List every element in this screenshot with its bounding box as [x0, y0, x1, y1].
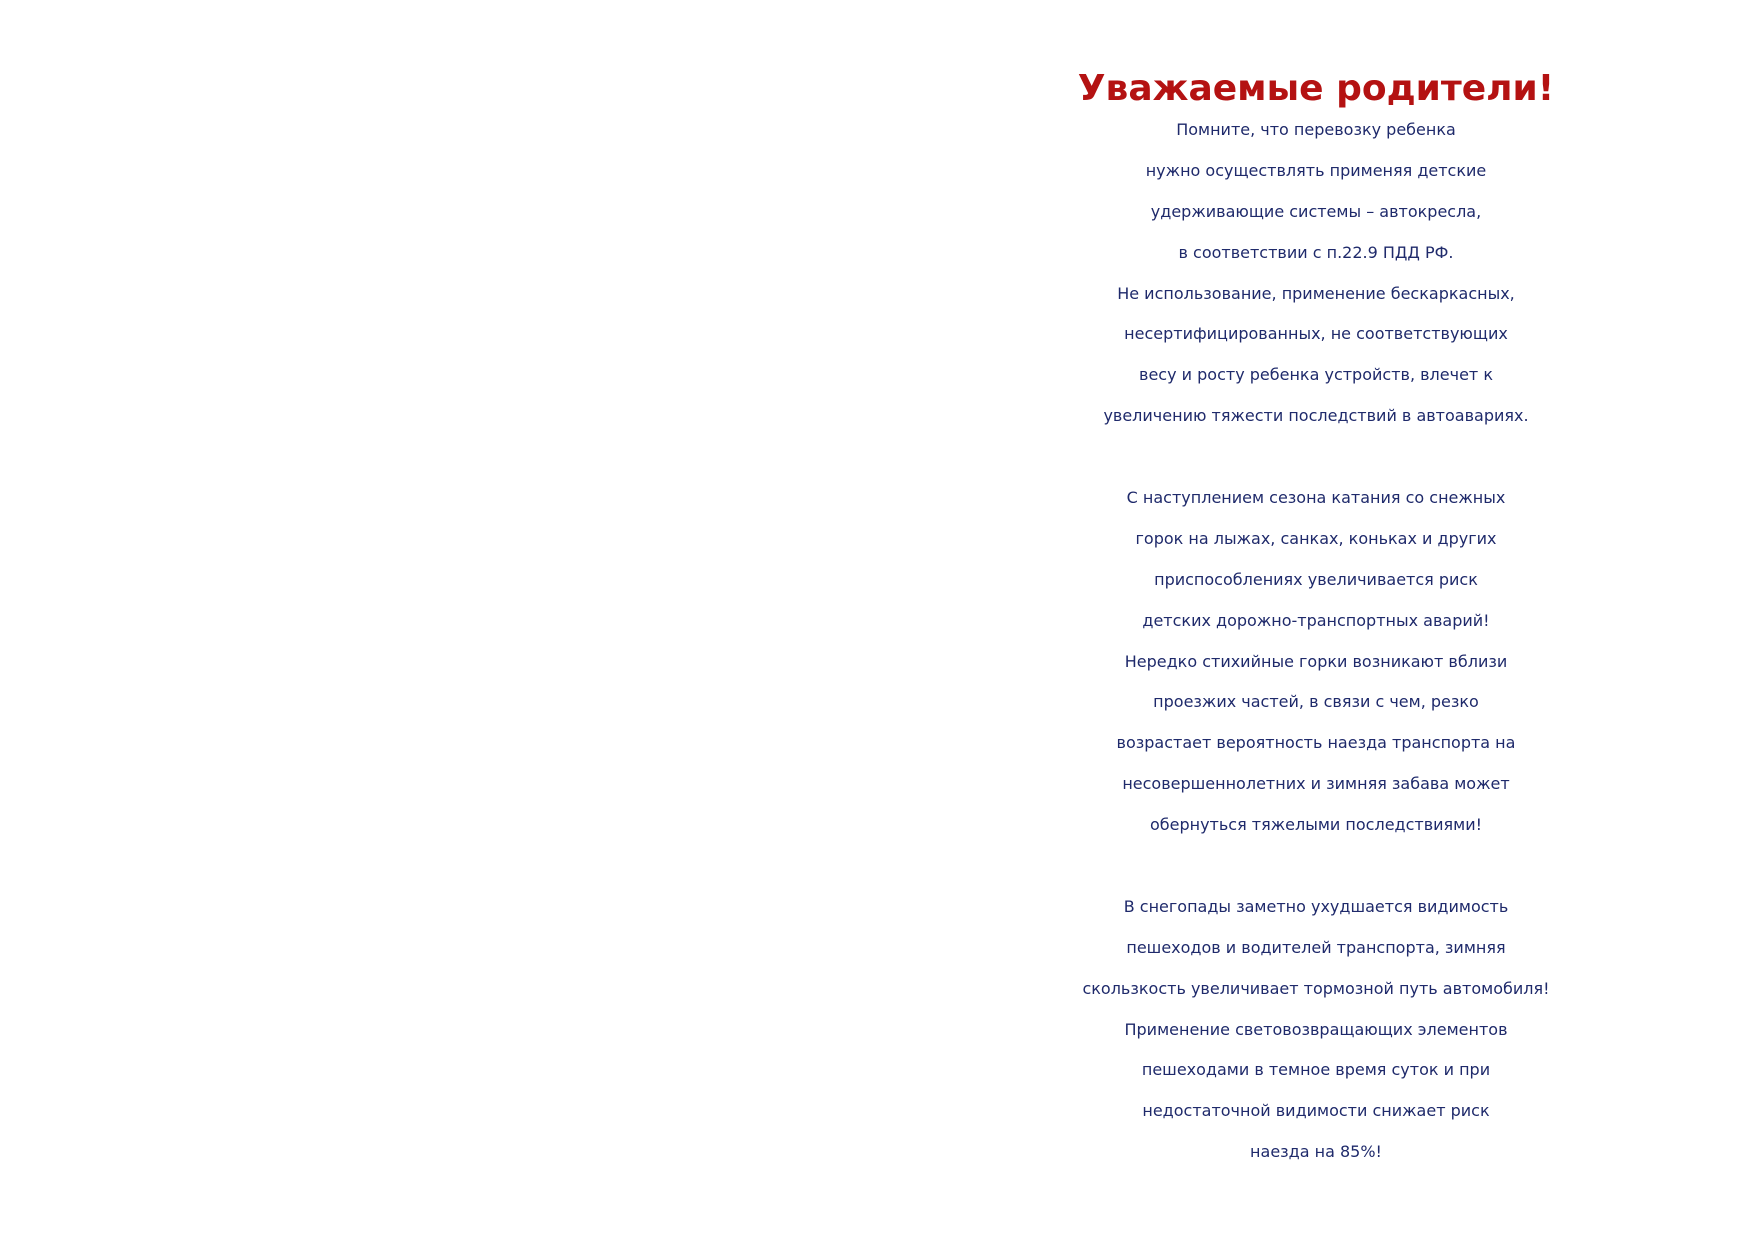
text-line: недостаточной видимости снижает риск	[1142, 1101, 1490, 1121]
text-line: скользкость увеличивает тормозной путь автомобиля!	[1082, 978, 1550, 998]
text-line: несертифицированных, не соответствующих	[1124, 324, 1508, 344]
text-line: в соответствии с п.22.9 ПДД РФ.	[1178, 242, 1454, 262]
paragraph-gap	[877, 846, 1755, 887]
notice-content	[877, 66, 1755, 1173]
text-line: Нередко стихийные горки возникают вблизи	[1124, 651, 1508, 671]
text-line: несовершеннолетних и зимняя забава может	[1122, 774, 1510, 794]
paragraph-visibility	[877, 887, 1755, 1173]
text-line: горок на лыжах, санках, коньках и других	[1135, 528, 1497, 548]
text-line: пешеходами в темное время суток и при	[1141, 1060, 1491, 1080]
left-page-blank	[0, 0, 877, 1241]
text-line: увеличению тяжести последствий в автоавариях.	[1103, 406, 1529, 426]
text-line: Применение световозвращающих элементов	[1124, 1019, 1508, 1039]
page-title: Уважаемые родители!	[1077, 68, 1555, 109]
text-line: приспособлениях увеличивается риск	[1154, 569, 1478, 589]
right-page	[877, 0, 1755, 1241]
text-line: детских дорожно-транспортных аварий!	[1142, 610, 1490, 630]
text-line: Не использование, применение бескаркасных,	[1117, 283, 1515, 303]
paragraph-gap	[877, 437, 1755, 478]
paragraph-snow-hills	[877, 478, 1755, 846]
text-line: возрастает вероятность наезда транспорта на	[1116, 733, 1516, 753]
text-line: нужно осуществлять применяя детские	[1145, 160, 1487, 180]
text-line: проезжих частей, в связи с чем, резко	[1153, 692, 1479, 712]
text-line: обернуться тяжелыми последствиями!	[1149, 815, 1483, 835]
text-line: С наступлением сезона катания со снежных	[1126, 488, 1506, 508]
paragraph-car-seats	[877, 110, 1755, 437]
text-line: Помните, что перевозку ребенка	[1176, 120, 1456, 139]
text-line: весу и росту ребенка устройств, влечет к	[1139, 365, 1493, 385]
text-line: пешеходов и водителей транспорта, зимняя	[1126, 937, 1506, 957]
text-line: В снегопады заметно ухудшается видимость	[1123, 896, 1509, 916]
text-line: удерживающие системы – автокресла,	[1150, 201, 1482, 221]
text-line: наезда на 85%!	[1250, 1142, 1382, 1162]
